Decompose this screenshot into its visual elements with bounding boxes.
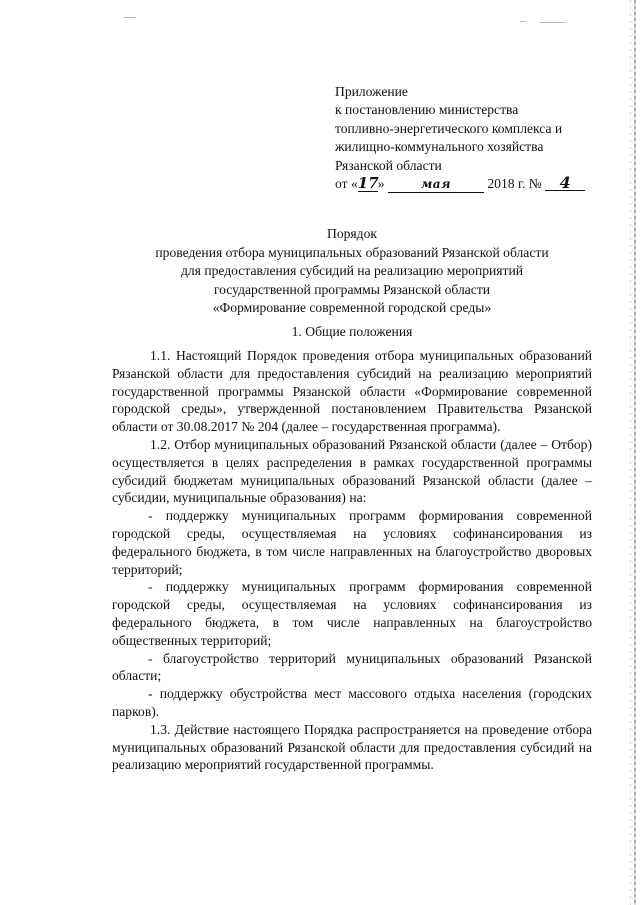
scan-edge-shadow-inner: [630, 0, 631, 905]
section-heading: 1. Общие положения: [291, 324, 413, 339]
scan-artifact: [124, 17, 136, 18]
title-line: для предоставления субсидий на реализацию мероприятий: [180, 263, 524, 279]
document-title: [112, 225, 592, 318]
list-item: - поддержку муниципальных программ формирования современной городской среды, осуществляемая на условиях софинансирования из федерального бюджета, в том числе направленных на благоустройство дворовых территорий;: [112, 508, 592, 577]
title-line: государственной программы Рязанской области: [213, 281, 491, 297]
date-line: [335, 175, 605, 193]
date-mid: »: [377, 176, 385, 192]
appendix-line: к постановлению министерства: [335, 102, 519, 118]
appendix-line: Приложение: [335, 84, 408, 99]
appendix-block: [335, 83, 605, 193]
date-day-handwritten: 17: [357, 174, 379, 193]
appendix-line: Рязанской области: [335, 157, 442, 173]
date-year: 2018 г. №: [487, 176, 542, 192]
date-prefix: от «: [335, 176, 358, 192]
section-body: [112, 347, 592, 774]
scan-edge-shadow: [634, 0, 636, 905]
list-item: - поддержку муниципальных программ формирования современной городской среды, осуществляемая на условиях софинансирования из федерального бюджета, в том числе направленных на благоустройство общественных территорий;: [112, 579, 592, 648]
paragraph-1-1: 1.1. Настоящий Порядок проведения отбора муниципальных образований Рязанской области для предоставления субсидий на реализацию мероприятий государственной программы Рязанской области «Формирование современной городской среды», утвержденной постановлением Правительства Рязанской области от 30.08.2017 № 204 (далее – государственная программа).: [112, 348, 592, 435]
document-number-handwritten: 4: [545, 175, 585, 191]
title-line: проведения отбора муниципальных образований Рязанской области: [155, 244, 549, 260]
paragraph-1-3: 1.3. Действие настоящего Порядка распространяется на проведение отбора муниципальных образований Рязанской области для предоставления субсидий на реализацию мероприятий государственной программы.: [112, 721, 592, 773]
paragraph-1-2: 1.2. Отбор муниципальных образований Рязанской области (далее – Отбор) осуществляется в целях распределения в рамках государственной программы субсидий бюджетам муниципальных образований Рязанской области (далее – субсидии, муниципальные образования) на:: [112, 436, 592, 506]
scan-artifact: [540, 22, 566, 23]
title-heading: Порядок: [327, 226, 377, 241]
appendix-line: жилищно-коммунального хозяйства: [335, 139, 544, 155]
appendix-line: топливно-энергетического комплекса и: [335, 120, 563, 136]
date-month-handwritten: мая: [388, 177, 484, 193]
list-item: - благоустройство территорий муниципальных образований Рязанской области;: [112, 650, 592, 684]
title-line: «Формирование современной городской среды»: [212, 300, 492, 316]
list-item: - поддержку обустройства мест массового отдыха населения (городских парков).: [112, 686, 592, 719]
scan-artifact: [520, 21, 526, 22]
